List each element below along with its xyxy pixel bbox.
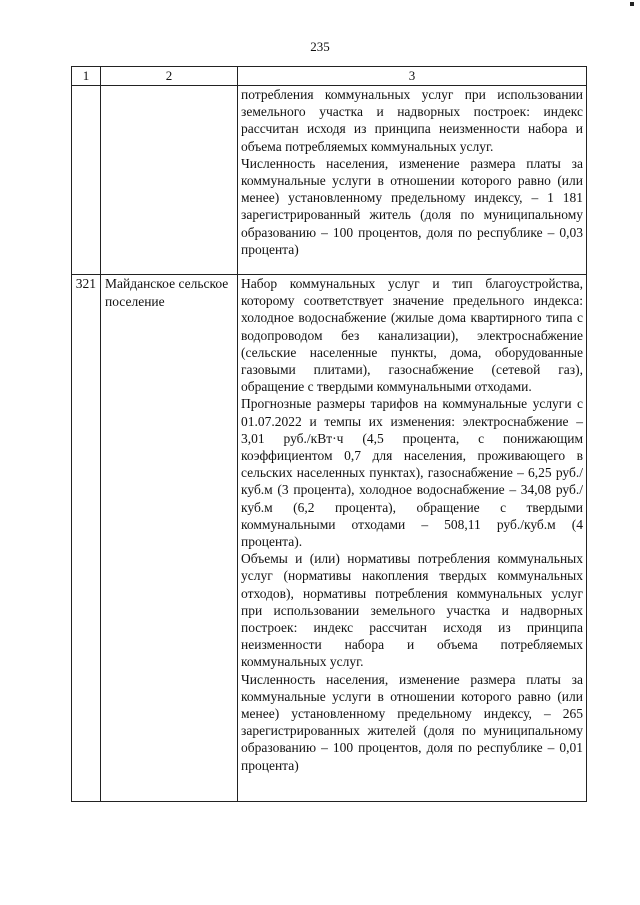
page-number: 235: [310, 39, 330, 54]
description-paragraph: Численность населения, изменение размера платы за коммунальные услуги в отношении которого равно (или менее) установленному предельному индексу, – 1 181 зарегистрированный житель (доля по муниципальному образованию – 100 процентов, доля по республике – 0,03 процента): [241, 155, 583, 257]
column-header-1: 1: [72, 67, 101, 86]
row-number-cell: 321: [72, 275, 101, 802]
description-paragraph: Прогнозные размеры тарифов на коммунальные услуги с 01.07.2022 и темпы их изменения: электроснабжение – 3,01 руб./кВт·ч (4,5 процента, с понижающим коэффициентом 0,7 для населения, проживающего в сельских населенных пунктах), газоснабжение – 6,25 руб./куб.м (3 процента), холодное водоснабжение – 34,08 руб./куб.м (6,2 процента), обращение с твердыми коммунальными отходами – 508,11 руб./куб.м (4 процента).: [241, 396, 583, 550]
description-paragraph: Набор коммунальных услуг и тип благоустройства, которому соответствует значение предельного индекса: холодное водоснабжение (жилые дома квартирного типа с водопроводом без канализации), электроснабжение (сельские населенные пункты, дома, оборудованные газовыми плитами), газоснабжение (сетевой газ), обращение с твердыми коммунальными отходами.: [241, 276, 583, 395]
column-header-3: 3: [238, 67, 587, 86]
description-cell: [238, 275, 587, 802]
table-row: [72, 86, 587, 275]
column-header-2: 2: [101, 67, 238, 86]
settlement-name-cell: [101, 86, 238, 275]
scan-corner-mark: [630, 2, 634, 6]
row-number-cell: [72, 86, 101, 275]
data-table: [71, 66, 587, 802]
description-paragraph: Численность населения, изменение размера платы за коммунальные услуги в отношении которого равно (или менее) установленному предельному индексу, – 265 зарегистрированных жителей (доля по муниципальному образованию – 100 процентов, доля по республике – 0,01 процента): [241, 671, 583, 773]
settlement-name-cell: Майданское сельское поселение: [101, 275, 238, 802]
description-cell: [238, 86, 587, 275]
description-paragraph: Объемы и (или) нормативы потребления коммунальных услуг (нормативы накопления твердых коммунальных отходов), нормативы потребления коммунальных услуг при использовании земельного участка и надворных построек: индекс рассчитан исходя из принципа неизменности набора и объема потребляемых коммунальных услуг.: [241, 551, 583, 670]
description-paragraph: потребления коммунальных услуг при использовании земельного участка и надворных построек: индекс рассчитан исходя из принципа неизменности набора и объема потребляемых коммунальных услуг.: [241, 87, 583, 154]
table-header-row: [72, 67, 587, 86]
table-row: [72, 275, 587, 802]
